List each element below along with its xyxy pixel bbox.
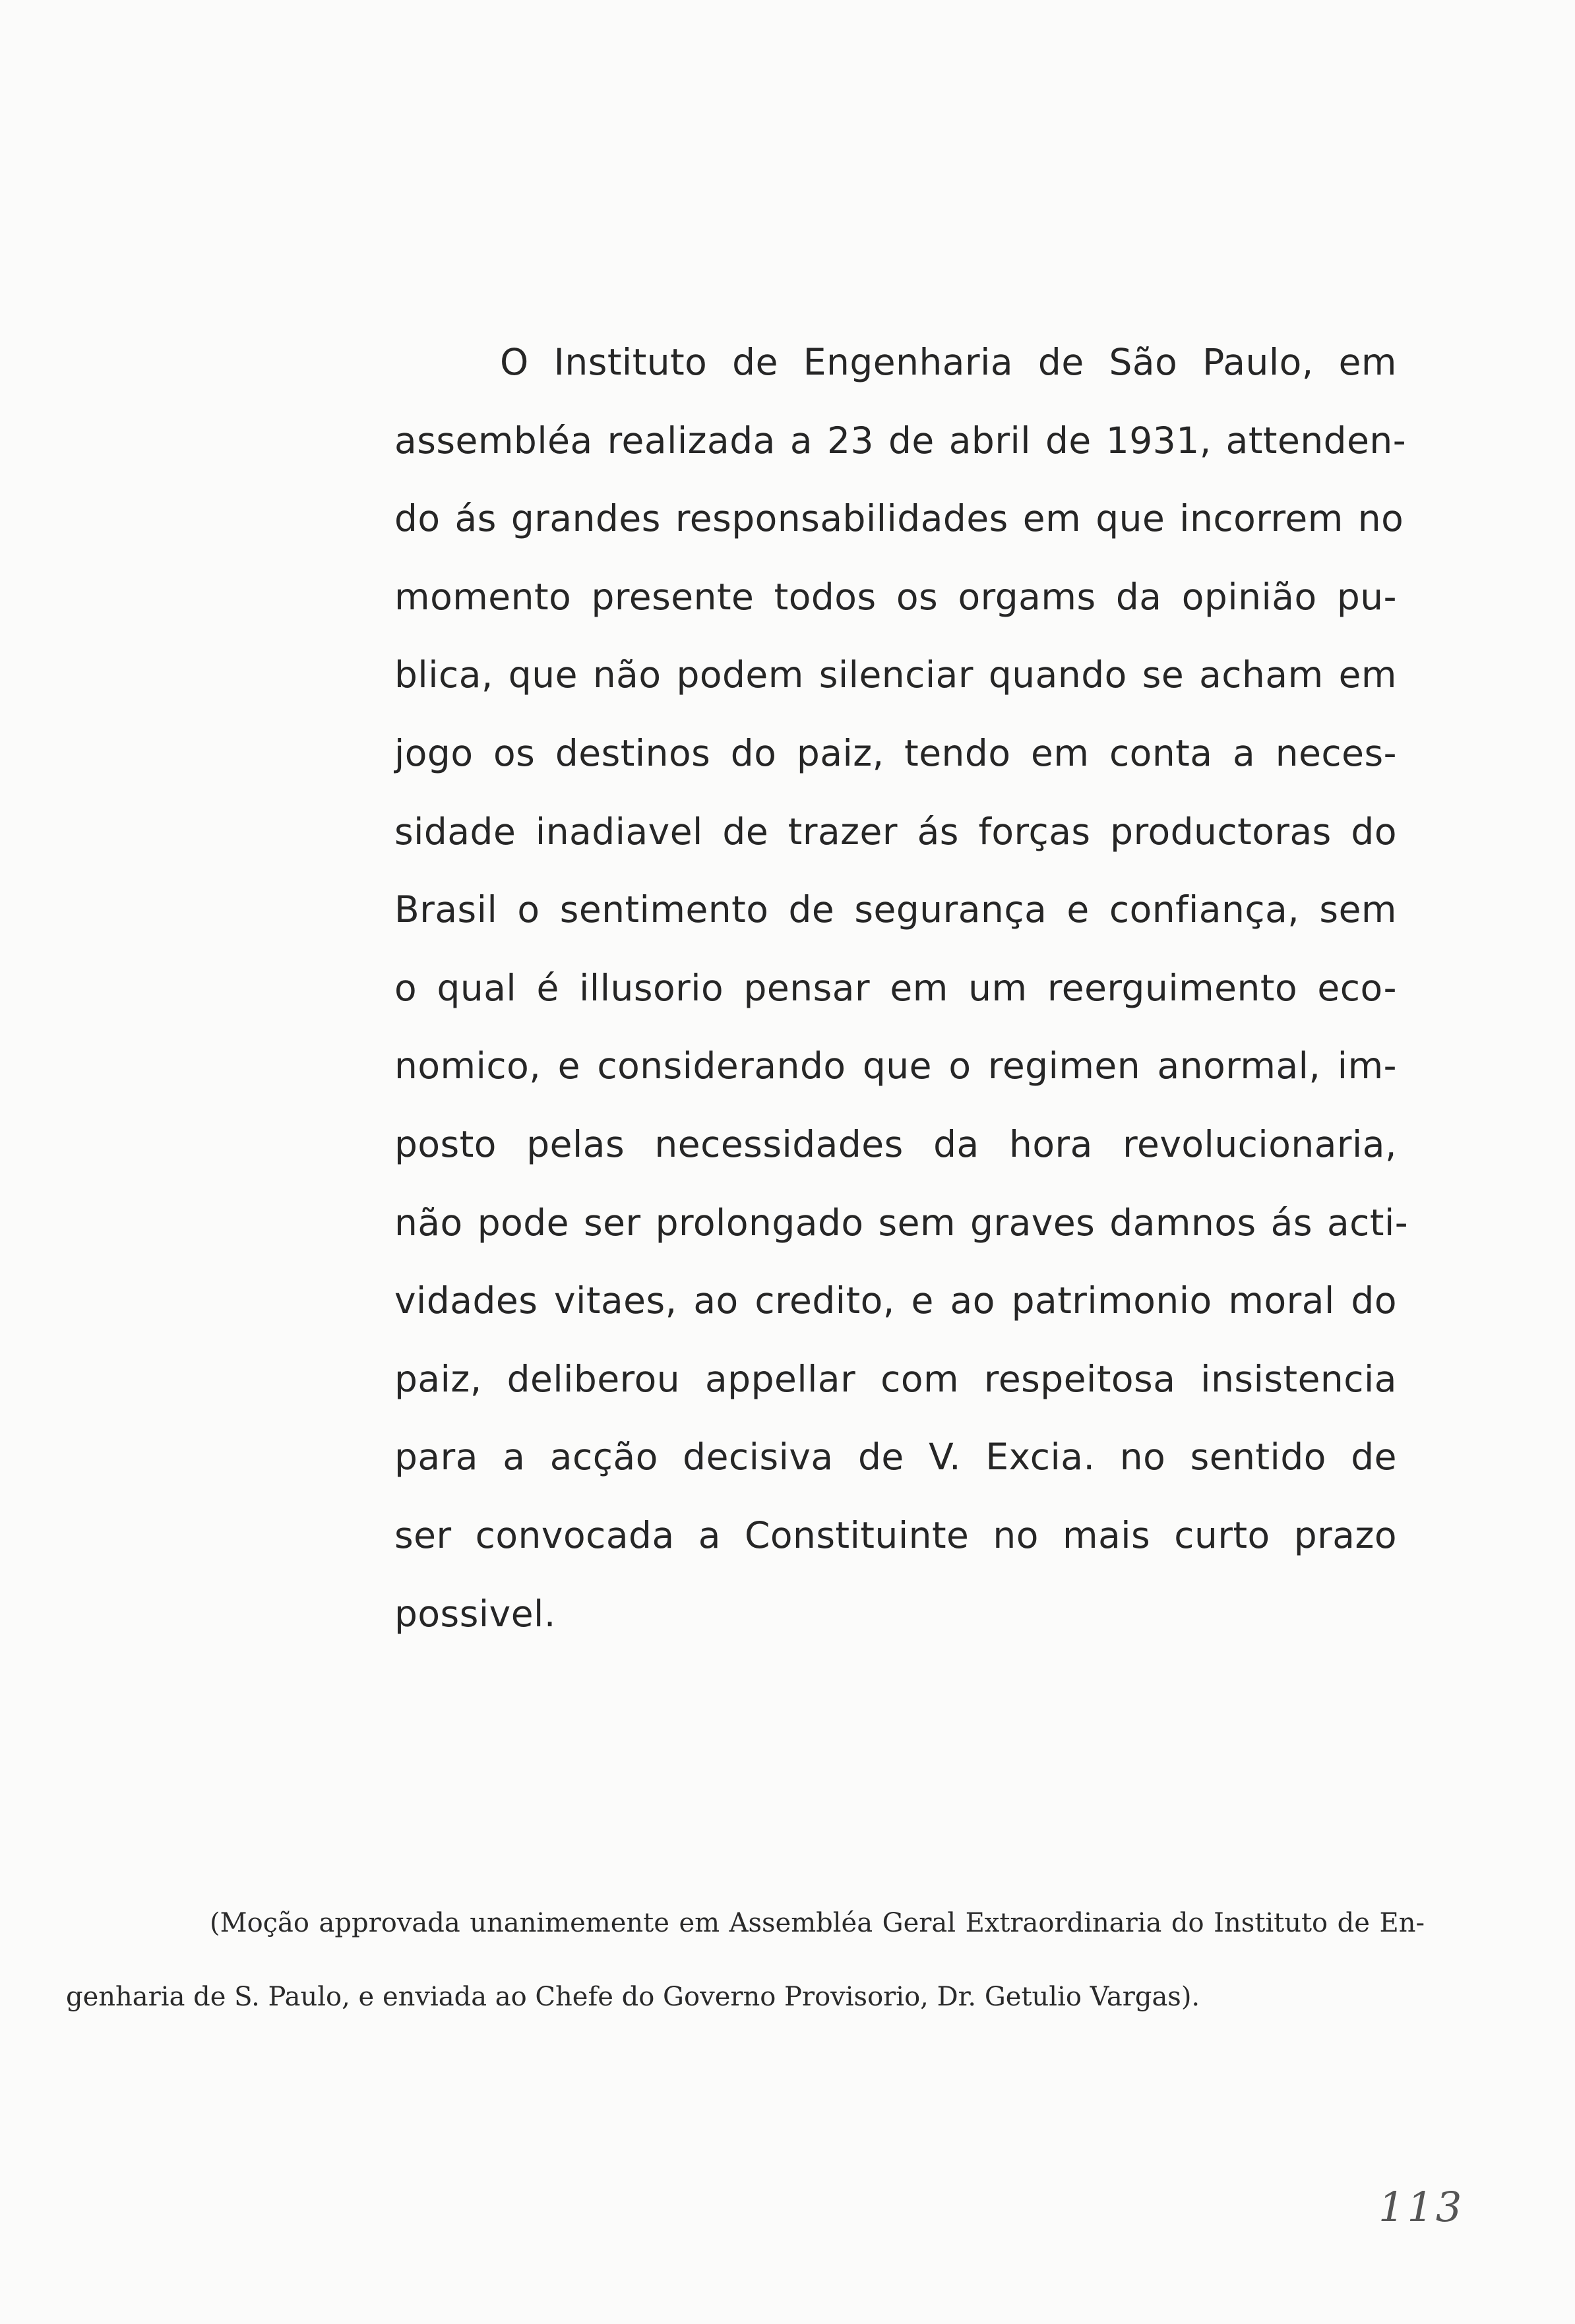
text-line-16: ser convocada a Constituinte no mais curto prazo [394,1514,1397,1556]
text-line-13: vidades vitaes, ao credito, e ao patrimonio moral do [394,1279,1397,1322]
text-line-7: sidade inadiavel de trazer ás forças productoras do [394,810,1397,853]
text-line-1: O Instituto de Engenharia de São Paulo, em [500,341,1397,383]
text-line-4: momento presente todos os orgams da opinião pu- [394,575,1397,618]
text-line-5: blica, que não podem silenciar quando se acham em [394,654,1397,696]
caption-line-1: (Moção approvada unanimemente em Assembléa Geral Extraordinaria do Instituto de En- [210,1908,1425,1938]
text-line-3: do ás grandes responsabilidades em que incorrem no [394,497,1404,540]
page-number: 113 [1378,2183,1465,2231]
text-line-15: para a acção decisiva de V. Excia. no sentido de [394,1436,1397,1479]
text-line-8: Brasil o sentimento de segurança e confiança, sem [394,888,1397,931]
caption-note [66,1886,1425,2034]
text-line-17: possivel. [394,1592,556,1635]
text-line-14: paiz, deliberou appellar com respeitosa insistencia [394,1357,1397,1400]
caption-line-2: genharia de S. Paulo, e enviada ao Chefe do Governo Provisorio, Dr. Getulio Vargas). [66,1982,1200,2012]
text-line-11: posto pelas necessidades da hora revolucionaria, [394,1122,1397,1165]
text-line-2: assembléa realizada a 23 de abril de 1931, attenden- [394,419,1407,462]
text-line-6: jogo os destinos do paiz, tendo em conta a neces- [394,731,1397,774]
motion-text [394,323,1409,1653]
text-line-12: não pode ser prolongado sem graves damnos ás acti- [394,1201,1409,1244]
text-line-10: nomico, e considerando que o regimen anormal, im- [394,1045,1397,1087]
text-line-9: o qual é illusorio pensar em um reerguimento eco- [394,966,1397,1009]
